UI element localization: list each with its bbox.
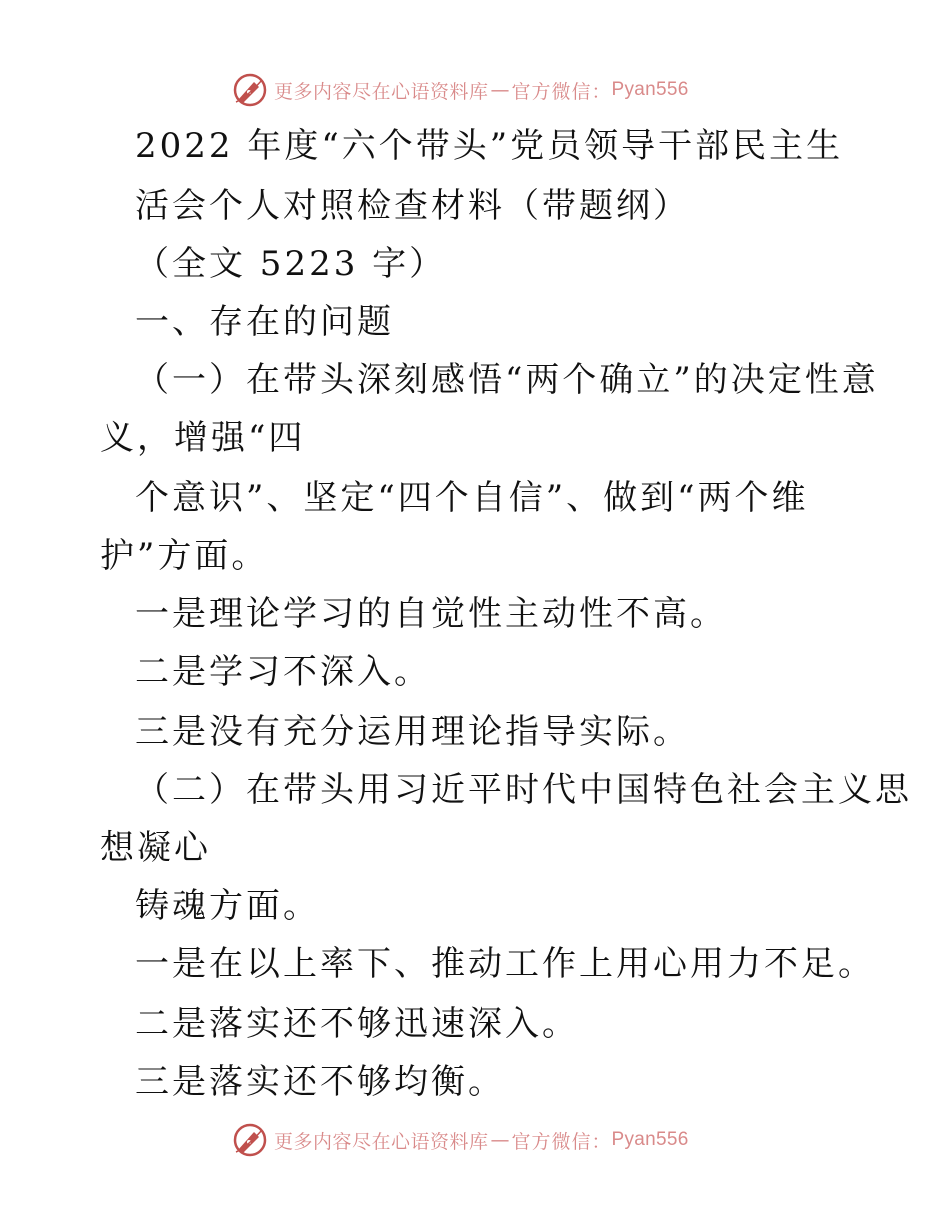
paragraph-line: 三是没有充分运用理论指导实际。 (135, 712, 690, 752)
watermark-wechat-id: Pyan556 (611, 1129, 689, 1150)
paragraph-line: 一是在以上率下、推动工作上用心用力不足。 (135, 944, 875, 984)
header-watermark (232, 70, 689, 110)
watermark-text: 更多内容尽在心语资料库 (274, 80, 489, 103)
subsection-1-heading-line-2: 义，增强“四 (100, 418, 306, 458)
watermark-separator: — (490, 1129, 510, 1151)
watermark-wechat-label: 官方微信： (511, 80, 612, 103)
document-title-line-1: 2022 年度“六个带头”党员领导干部民主生 (135, 126, 844, 166)
footer-watermark (232, 1120, 689, 1160)
paragraph-line: 二是学习不深入。 (135, 652, 431, 692)
watermark-separator: — (490, 79, 510, 101)
paragraph-line: 一是理论学习的自觉性主动性不高。 (135, 594, 727, 634)
watermark-text: 更多内容尽在心语资料库 (274, 1130, 489, 1153)
pen-nib-logo-icon (232, 1122, 268, 1158)
paragraph-line: 二是落实还不够迅速深入。 (135, 1004, 579, 1044)
watermark-wechat-label: 官方微信： (511, 1130, 612, 1153)
subsection-1-heading-line-3: 个意识”、坚定“四个自信”、做到“两个维 (135, 478, 809, 518)
watermark-wechat-id: Pyan556 (611, 79, 689, 100)
section-heading: 一、存在的问题 (135, 302, 394, 342)
subsection-2-heading-line-3: 铸魂方面。 (135, 886, 320, 926)
paragraph-line: 三是落实还不够均衡。 (135, 1062, 505, 1102)
subsection-2-heading-line-2: 想凝心 (100, 828, 211, 868)
subsection-2-heading-line-1: （二）在带头用习近平时代中国特色社会主义思 (135, 770, 912, 810)
subsection-1-heading-line-1: （一）在带头深刻感悟“两个确立”的决定性意 (135, 360, 879, 400)
subsection-1-heading-line-4: 护”方面。 (100, 536, 269, 576)
document-title-line-2: 活会个人对照检查材料（带题纲） (135, 186, 690, 226)
pen-nib-logo-icon (232, 72, 268, 108)
document-word-count: （全文 5223 字） (135, 244, 447, 284)
